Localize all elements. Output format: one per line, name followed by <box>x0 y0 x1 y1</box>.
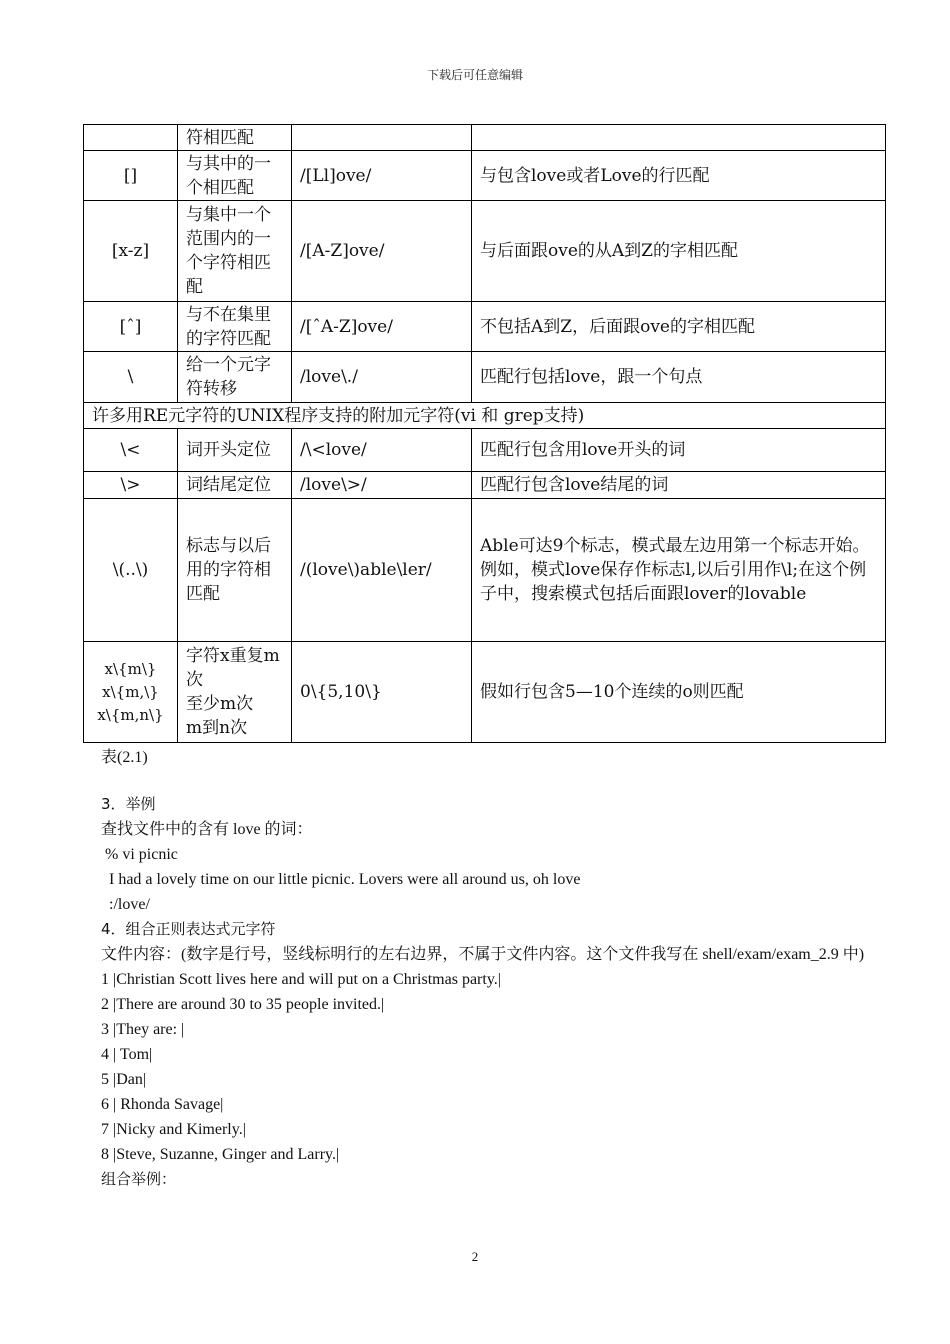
cell-line: x\{m\} <box>104 659 157 678</box>
table-cell: /love\>/ <box>292 472 472 499</box>
file-line: 2 |There are around 30 to 35 people invited.| <box>101 996 385 1013</box>
table-row <box>84 642 886 743</box>
table-cell: \< <box>84 429 178 472</box>
table-caption: 表(2.1) <box>101 749 148 766</box>
table-cell: 匹配行包括love，跟一个句点 <box>472 352 886 403</box>
cell-line: 字符x重复m次 <box>186 646 280 690</box>
cell-line: x\{m,\} <box>102 682 159 701</box>
table-cell <box>292 125 472 151</box>
table-cell: [x-z] <box>84 201 178 302</box>
table-cell: 与集中一个范围内的一个字符相匹配 <box>178 201 292 302</box>
table-cell: 词结尾定位 <box>178 472 292 499</box>
table-cell: /[ˆA-Z]ove/ <box>292 302 472 352</box>
table-cell: 与包含love或者Love的行匹配 <box>472 151 886 201</box>
file-text-line: I had a lovely time on our little picnic. Lovers were all around us, oh love <box>101 871 581 888</box>
table-cell: \> <box>84 472 178 499</box>
paragraph: 组合举例： <box>101 1170 177 1188</box>
table-row <box>84 429 886 472</box>
section-heading: 3．举例 <box>101 795 156 813</box>
table-cell: [] <box>84 151 178 201</box>
file-line: 1 |Christian Scott lives here and will put on a Christmas party.| <box>101 971 501 988</box>
table-cell: 与不在集里的字符匹配 <box>178 302 292 352</box>
document-body <box>101 792 891 1192</box>
table-row <box>84 125 886 151</box>
table-cell: 符相匹配 <box>178 125 292 151</box>
table-row <box>84 151 886 201</box>
section-heading: 4．组合正则表达式元字符 <box>101 920 276 938</box>
table-section-heading: 许多用RE元字符的UNIX程序支持的附加元字符(vi 和 grep支持) <box>84 403 886 429</box>
table-row <box>84 472 886 499</box>
paragraph: 查找文件中的含有 love 的词： <box>101 821 313 838</box>
table-row <box>84 201 886 302</box>
table-cell: /[A-Z]ove/ <box>292 201 472 302</box>
table-cell: 不包括A到Z，后面跟ove的字相匹配 <box>472 302 886 352</box>
file-line: 8 |Steve, Suzanne, Ginger and Larry.| <box>101 1146 340 1163</box>
table-cell <box>84 642 178 743</box>
file-line: 5 |Dan| <box>101 1071 147 1088</box>
table-row <box>84 352 886 403</box>
table-cell: 与其中的一个相匹配 <box>178 151 292 201</box>
cell-line: x\{m,n\} <box>97 705 164 724</box>
table-cell: 标志与以后用的字符相匹配 <box>178 499 292 642</box>
table-cell: [ˆ] <box>84 302 178 352</box>
file-line: 3 |They are: | <box>101 1021 185 1038</box>
regex-metachar-table <box>83 124 886 743</box>
table-cell: 给一个元字符转移 <box>178 352 292 403</box>
table-cell: 匹配行包含love结尾的词 <box>472 472 886 499</box>
table-cell: 假如行包含5—10个连续的o则匹配 <box>472 642 886 743</box>
table-cell: /[Ll]ove/ <box>292 151 472 201</box>
table-cell: \ <box>84 352 178 403</box>
table-cell: 词开头定位 <box>178 429 292 472</box>
table-cell: /(love\)able\ler/ <box>292 499 472 642</box>
file-line: 4 | Tom| <box>101 1046 153 1063</box>
table-cell: \(..\) <box>84 499 178 642</box>
command-line: :/love/ <box>101 896 150 913</box>
cell-line: m到n次 <box>186 718 248 738</box>
table-cell <box>178 642 292 743</box>
paragraph: 文件内容：(数字是行号，竖线标明行的左右边界，不属于文件内容。这个文件我写在 shell/exam/exam_2.9 中) <box>101 946 865 963</box>
table-row <box>84 499 886 642</box>
command-line: % vi picnic <box>101 846 178 863</box>
file-line: 7 |Nicky and Kimerly.| <box>101 1121 246 1138</box>
file-line: 6 | Rhonda Savage| <box>101 1096 224 1113</box>
page-number: 2 <box>471 1249 479 1264</box>
table-cell: 与后面跟ove的从A到Z的字相匹配 <box>472 201 886 302</box>
table-cell <box>472 125 886 151</box>
table-row <box>84 403 886 429</box>
table-cell: /love\./ <box>292 352 472 403</box>
table-cell: 匹配行包含用love开头的词 <box>472 429 886 472</box>
cell-line: 至少m次 <box>186 694 254 714</box>
table-cell: Able可达9个标志，模式最左边用第一个标志开始。例如，模式love保存作标志l,以后引用作\l;在这个例子中，搜索模式包括后面跟lover的lovable <box>472 499 886 642</box>
table-cell <box>84 125 178 151</box>
table-cell: 0\{5,10\} <box>292 642 472 743</box>
table-row <box>84 302 886 352</box>
page-header: 下载后可任意编辑 <box>426 68 523 82</box>
table-cell: /\<love/ <box>292 429 472 472</box>
